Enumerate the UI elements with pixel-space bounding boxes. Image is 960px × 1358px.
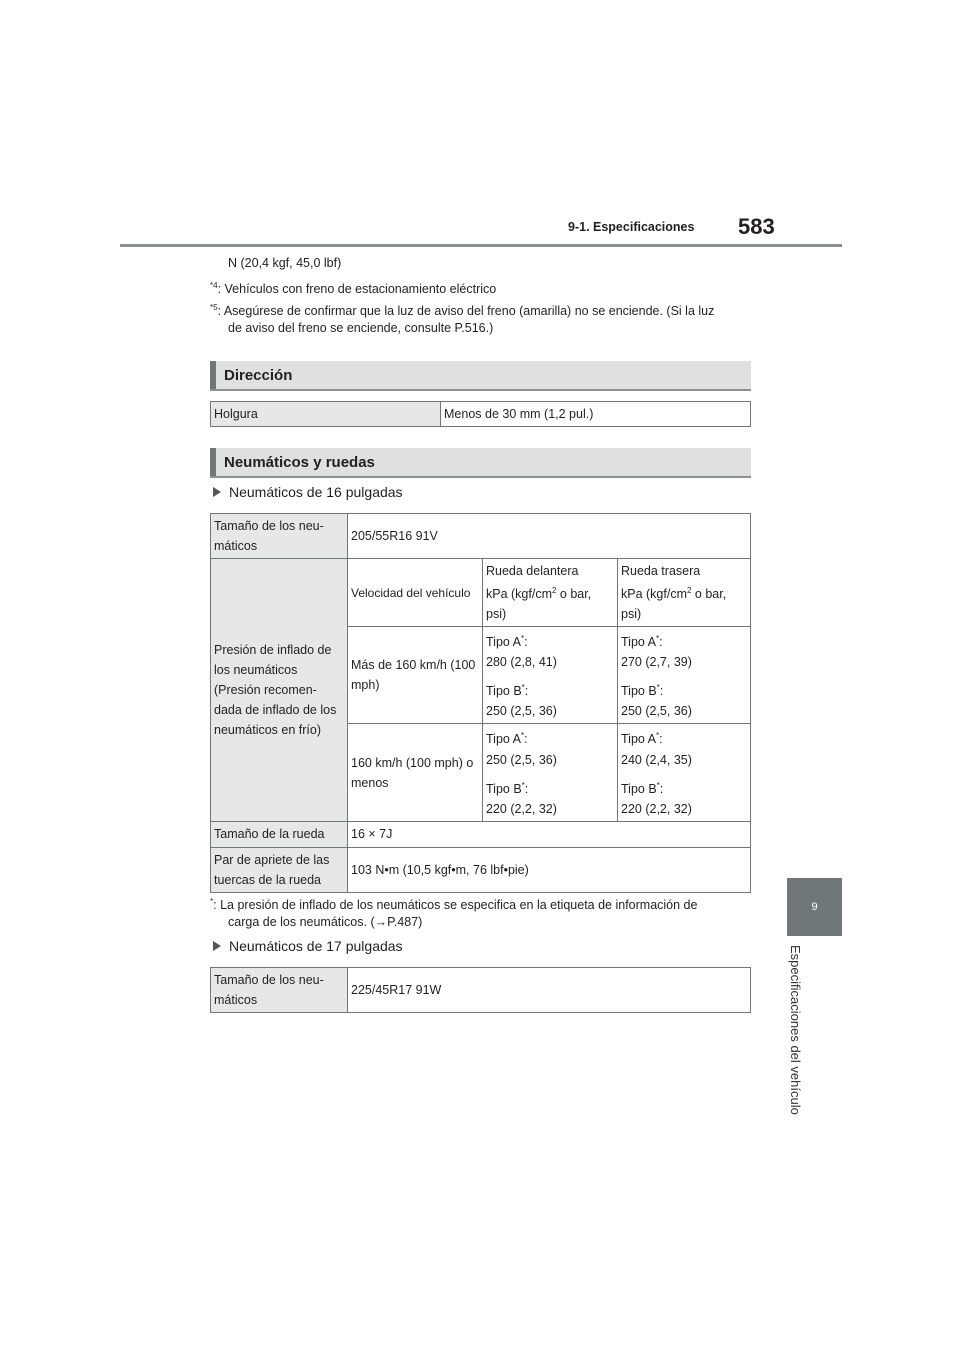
triangle-bullet-icon bbox=[213, 487, 221, 497]
torque-label: Par de apriete de las tuercas de la rueda bbox=[211, 847, 348, 892]
size17-label: Tamaño de los neu- máticos bbox=[211, 968, 348, 1013]
chapter-tab bbox=[787, 878, 842, 936]
table-row bbox=[211, 821, 751, 847]
wheel-value: 16 × 7J bbox=[348, 821, 751, 847]
speed-over-160: Más de 160 km/h (100 mph) bbox=[348, 627, 483, 724]
table-row bbox=[211, 847, 751, 892]
footnote-4: $^{*4}$: Vehículos con freno de estacionamiento eléctrico bbox=[210, 281, 497, 297]
table-note-cont: carga de los neumáticos. (→P.487) bbox=[228, 915, 423, 929]
footnote-5: $^{*5}$: Asegúrese de confirmar que la luz de aviso del freno (amarilla) no se enciende. (Si la luz bbox=[210, 303, 715, 319]
size-value: 205/55R16 91V bbox=[348, 514, 751, 559]
table-row bbox=[211, 968, 751, 1013]
chapter-number: 9 bbox=[811, 901, 818, 913]
pressure-label: Presión de inflado de los neumáticos (Presión recomen- dada de inflado de los neumáticos en frío) bbox=[211, 559, 348, 822]
page-number: 583 bbox=[738, 214, 775, 239]
table-note: *: La presión de inflado de los neumáticos se especifica en la etiqueta de información de bbox=[210, 897, 698, 913]
footnote-5-cont: de aviso del freno se enciende, consulte P.516.) bbox=[228, 321, 494, 335]
triangle-bullet-icon bbox=[213, 941, 221, 951]
subheading-16: Neumáticos de 16 pulgadas bbox=[213, 484, 403, 500]
tires17-table bbox=[210, 967, 751, 1013]
rear-header: Rueda trasera kPa ($kgf/cm^2$ o bar, psi) bbox=[618, 559, 751, 627]
steering-value: Menos de 30 mm (1,2 pul.) bbox=[441, 402, 751, 427]
subheading-17: Neumáticos de 17 pulgadas bbox=[213, 938, 403, 954]
section-header: 9-1. Especificaciones bbox=[568, 220, 695, 234]
chapter-label: Especificaciones del vehículo bbox=[788, 945, 803, 1115]
intro-line: N (20,4 kgf, 45,0 lbf) bbox=[228, 256, 342, 270]
header-rule bbox=[120, 244, 842, 247]
speed-header: Velocidad del vehículo bbox=[348, 559, 483, 627]
tires16-table bbox=[210, 513, 751, 893]
rear-under-160: Tipo A*: 240 (2,4, 35) Tipo B*: 220 (2,2, 32) bbox=[618, 724, 751, 821]
front-over-160: Tipo A*: 280 (2,8, 41) Tipo B*: 250 (2,5, 36) bbox=[483, 627, 618, 724]
table-row bbox=[211, 402, 751, 427]
steering-title: Dirección bbox=[224, 366, 293, 384]
front-under-160: Tipo A*: 250 (2,5, 36) Tipo B*: 220 (2,2, 32) bbox=[483, 724, 618, 821]
steering-table bbox=[210, 401, 751, 427]
speed-under-160: 160 km/h (100 mph) o menos bbox=[348, 724, 483, 821]
tires-title: Neumáticos y ruedas bbox=[224, 453, 375, 471]
rear-over-160: Tipo A*: 270 (2,7, 39) Tipo B*: 250 (2,5, 36) bbox=[618, 627, 751, 724]
front-header: Rueda delantera kPa ($kgf/cm^2$ o bar, psi) bbox=[483, 559, 618, 627]
tires-section-bar bbox=[210, 448, 751, 478]
steering-label: Holgura bbox=[211, 402, 441, 427]
size17-value: 225/45R17 91W bbox=[348, 968, 751, 1013]
steering-section-bar bbox=[210, 361, 751, 391]
table-row bbox=[211, 559, 751, 627]
wheel-label: Tamaño de la rueda bbox=[211, 821, 348, 847]
torque-value: 103 N•m (10,5 kgf•m, 76 lbf•pie) bbox=[348, 847, 751, 892]
table-row bbox=[211, 514, 751, 559]
size-label: Tamaño de los neu- máticos bbox=[211, 514, 348, 559]
